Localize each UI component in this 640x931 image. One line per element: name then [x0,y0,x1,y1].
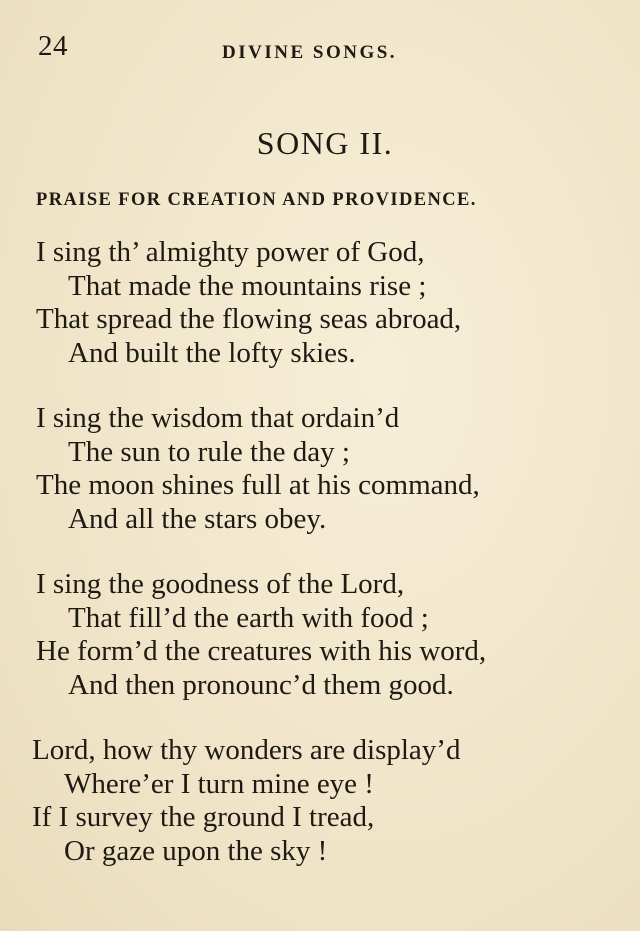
stanza-4 [0,734,640,868]
running-head [38,30,606,70]
verse-line: That fill’d the earth with food ; [68,601,429,634]
verse-line: Where’er I turn mine eye ! [64,767,374,800]
stanza-2 [0,402,640,536]
verse-line: The moon shines full at his command, [36,469,480,501]
verse-line: Lord, how thy wonders are display’d [32,734,461,766]
verse-line: Or gaze upon the sky ! [64,834,328,867]
song-subtitle: PRAISE FOR CREATION AND PROVIDENCE. [36,190,477,210]
song-title: SONG II. [256,125,394,161]
stanza-3 [0,568,640,702]
verse-line: And then pronounc’d them good. [68,668,454,701]
verse-line: I sing the goodness of the Lord, [36,568,405,600]
page-number: 24 [38,30,68,62]
verse-line: And built the lofty skies. [68,336,356,369]
stanzas [0,236,640,900]
verse-line: The sun to rule the day ; [68,435,350,468]
running-title: DIVINE SONGS. [222,42,398,63]
verse-line: And all the stars obey. [68,502,327,535]
verse-line: That spread the flowing seas abroad, [36,303,462,335]
verse-line: That made the mountains rise ; [68,269,427,302]
stanza-1 [0,236,640,370]
verse-line: He form’d the creatures with his word, [36,635,487,667]
verse-line: I sing th’ almighty power of God, [36,236,425,268]
verse-line: I sing the wisdom that ordain’d [36,402,400,434]
verse-line: If I survey the ground I tread, [32,801,375,833]
